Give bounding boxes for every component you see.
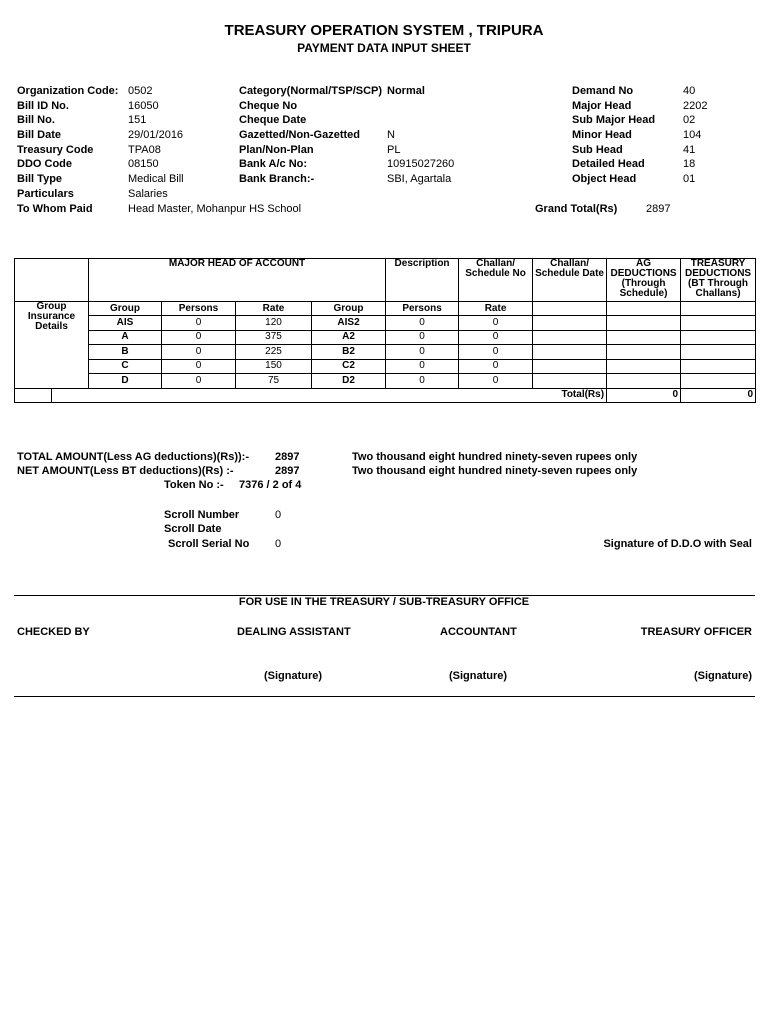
- empty-cell: [533, 330, 607, 345]
- field-label-sub-head: Sub Head: [572, 144, 623, 156]
- group-cell: A: [89, 330, 162, 345]
- field-value-ddo-code: 08150: [128, 158, 159, 170]
- field-value-minor-head: 104: [683, 129, 702, 141]
- table-row: [15, 330, 756, 345]
- empty-cell: [681, 345, 756, 360]
- scroll-number-label: Scroll Number: [164, 509, 240, 521]
- group2-cell: D2: [312, 374, 386, 389]
- treasury-deductions-header: TREASURY DEDUCTIONS (BT Through Challans): [681, 259, 756, 302]
- ddo-signature-label: Signature of D.D.O with Seal: [603, 538, 752, 550]
- empty-cell: [533, 345, 607, 360]
- empty-cell: [533, 359, 607, 374]
- empty-cell: [607, 330, 681, 345]
- field-value-bill-id: 16050: [128, 100, 159, 112]
- field-label-major-head: Major Head: [572, 100, 632, 112]
- field-label-plan: Plan/Non-Plan: [239, 144, 314, 156]
- rate2-cell: 0: [459, 374, 533, 389]
- field-label-treasury-code: Treasury Code: [17, 144, 94, 156]
- table-row: [15, 345, 756, 360]
- scroll-serial-label: Scroll Serial No: [168, 538, 250, 550]
- persons-cell: 0: [162, 345, 236, 360]
- token-value: 7376 / 2 of 4: [239, 479, 302, 491]
- field-label-category: Category(Normal/TSP/SCP): [239, 85, 383, 97]
- rate2-cell: 0: [459, 345, 533, 360]
- rate2-cell: 0: [459, 316, 533, 331]
- net-amount-value: 2897: [275, 465, 300, 477]
- persons2-cell: 0: [386, 316, 459, 331]
- field-value-plan: PL: [387, 144, 401, 156]
- field-value-bank-account: 10915027260: [387, 158, 455, 170]
- net-amount-label: NET AMOUNT(Less BT deductions)(Rs) :-: [17, 465, 234, 477]
- total-row: [15, 388, 756, 403]
- table-corner-cell: [15, 259, 89, 302]
- grand-total-value: 2897: [646, 203, 671, 215]
- challan-date-header: Challan/ Schedule Date: [533, 259, 607, 302]
- field-label-ddo-code: DDO Code: [17, 158, 72, 170]
- rate-cell: 150: [236, 359, 312, 374]
- table-row: [15, 359, 756, 374]
- page-title: TREASURY OPERATION SYSTEM , TRIPURA: [224, 22, 544, 39]
- persons2-cell: 0: [386, 374, 459, 389]
- rate-cell: 375: [236, 330, 312, 345]
- rate2-cell: 0: [459, 330, 533, 345]
- field-label-bill-id: Bill ID No.: [17, 100, 69, 112]
- field-value-bill-type: Medical Bill: [128, 173, 184, 185]
- field-value-sub-head: 41: [683, 144, 696, 156]
- field-label-organization-code: Organization Code:: [17, 85, 119, 97]
- persons-cell: 0: [162, 374, 236, 389]
- field-label-gazetted: Gazetted/Non-Gazetted: [239, 129, 361, 141]
- field-label-cheque-date: Cheque Date: [239, 114, 307, 126]
- field-label-sub-major-head: Sub Major Head: [572, 114, 656, 126]
- major-head-header: MAJOR HEAD OF ACCOUNT: [89, 259, 386, 302]
- empty-cell: [607, 345, 681, 360]
- table-row: [15, 374, 756, 389]
- field-value-category: Normal: [387, 85, 425, 97]
- persons2-cell: 0: [386, 345, 459, 360]
- field-value-major-head: 2202: [683, 100, 708, 112]
- token-label: Token No :-: [164, 479, 224, 491]
- field-label-bill-type: Bill Type: [17, 173, 63, 185]
- scroll-number-value: 0: [275, 509, 282, 521]
- persons-cell: 0: [162, 330, 236, 345]
- empty-cell: [681, 302, 756, 316]
- col-header-persons-2: Persons: [386, 302, 459, 316]
- page-subtitle: PAYMENT DATA INPUT SHEET: [297, 41, 471, 55]
- total-ag-deductions: 0: [607, 388, 681, 403]
- group2-cell: AIS2: [312, 316, 386, 331]
- empty-cell: [681, 374, 756, 389]
- field-label-particulars: Particulars: [17, 188, 74, 200]
- total-treasury-deductions: 0: [681, 388, 756, 403]
- col-header-group: Group: [89, 302, 162, 316]
- persons2-cell: 0: [386, 359, 459, 374]
- group2-cell: C2: [312, 359, 386, 374]
- field-value-bill-no: 151: [128, 114, 147, 126]
- dealing-assistant-signature: (Signature): [264, 670, 323, 682]
- group-cell: D: [89, 374, 162, 389]
- rate2-cell: 0: [459, 359, 533, 374]
- field-value-organization-code: 0502: [128, 85, 153, 97]
- net-amount-words: Two thousand eight hundred ninety-seven rupees only: [352, 465, 638, 477]
- grand-total-label: Grand Total(Rs): [535, 203, 618, 215]
- field-label-bill-no: Bill No.: [17, 114, 55, 126]
- rate-cell: 225: [236, 345, 312, 360]
- empty-cell: [681, 330, 756, 345]
- field-label-bank-branch: Bank Branch:-: [239, 173, 315, 185]
- field-label-detailed-head: Detailed Head: [572, 158, 645, 170]
- field-value-detailed-head: 18: [683, 158, 696, 170]
- field-label-cheque-no: Cheque No: [239, 100, 298, 112]
- rate-cell: 120: [236, 316, 312, 331]
- accountant-label: ACCOUNTANT: [440, 626, 517, 638]
- challan-no-header: Challan/ Schedule No: [459, 259, 533, 302]
- major-head-table: [14, 258, 756, 403]
- group-cell: C: [89, 359, 162, 374]
- scroll-serial-value: 0: [275, 538, 282, 550]
- col-header-persons: Persons: [162, 302, 236, 316]
- accountant-signature: (Signature): [449, 670, 508, 682]
- field-label-to-whom-paid: To Whom Paid: [17, 203, 93, 215]
- field-value-sub-major-head: 02: [683, 114, 696, 126]
- group-cell: B: [89, 345, 162, 360]
- scroll-date-label: Scroll Date: [164, 523, 222, 535]
- dealing-assistant-label: DEALING ASSISTANT: [237, 626, 351, 638]
- empty-cell: [607, 374, 681, 389]
- total-label: Total(Rs): [52, 388, 607, 403]
- persons-cell: 0: [162, 316, 236, 331]
- col-header-group-2: Group: [312, 302, 386, 316]
- total-amount-words: Two thousand eight hundred ninety-seven rupees only: [352, 451, 638, 463]
- field-value-treasury-code: TPA08: [128, 144, 161, 156]
- description-header: Description: [386, 259, 459, 302]
- empty-cell: [533, 316, 607, 331]
- total-amount-value: 2897: [275, 451, 300, 463]
- field-label-bank-account: Bank A/c No:: [239, 158, 308, 170]
- divider-line-bottom: [14, 696, 755, 697]
- table-row: [15, 316, 756, 331]
- field-label-demand-no: Demand No: [572, 85, 634, 97]
- empty-cell: [533, 302, 607, 316]
- empty-cell: [15, 388, 52, 403]
- office-heading: FOR USE IN THE TREASURY / SUB-TREASURY OFFICE: [238, 596, 530, 608]
- field-value-object-head: 01: [683, 173, 696, 185]
- persons2-cell: 0: [386, 330, 459, 345]
- empty-cell: [681, 359, 756, 374]
- field-value-demand-no: 40: [683, 85, 696, 97]
- field-value-bank-branch: SBI, Agartala: [387, 173, 452, 185]
- group-cell: AIS: [89, 316, 162, 331]
- group-insurance-label: Group Insurance Details: [15, 302, 89, 389]
- field-label-bill-date: Bill Date: [17, 129, 62, 141]
- field-label-object-head: Object Head: [572, 173, 637, 185]
- treasury-officer-signature: (Signature): [693, 670, 752, 682]
- group2-cell: A2: [312, 330, 386, 345]
- empty-cell: [607, 302, 681, 316]
- treasury-officer-label: TREASURY OFFICER: [640, 626, 752, 638]
- field-value-to-whom-paid: Head Master, Mohanpur HS School: [128, 203, 302, 215]
- persons-cell: 0: [162, 359, 236, 374]
- group2-cell: B2: [312, 345, 386, 360]
- ag-deductions-header: AG DEDUCTIONS (Through Schedule): [607, 259, 681, 302]
- field-value-bill-date: 29/01/2016: [128, 129, 184, 141]
- col-header-rate-2: Rate: [459, 302, 533, 316]
- checked-by-label: CHECKED BY: [17, 626, 90, 638]
- empty-cell: [607, 359, 681, 374]
- col-header-rate: Rate: [236, 302, 312, 316]
- total-amount-label: TOTAL AMOUNT(Less AG deductions)(Rs)):-: [17, 451, 250, 463]
- empty-cell: [681, 316, 756, 331]
- rate-cell: 75: [236, 374, 312, 389]
- empty-cell: [607, 316, 681, 331]
- field-value-gazetted: N: [387, 129, 395, 141]
- empty-cell: [533, 374, 607, 389]
- field-value-particulars: Salaries: [128, 188, 168, 200]
- field-label-minor-head: Minor Head: [572, 129, 632, 141]
